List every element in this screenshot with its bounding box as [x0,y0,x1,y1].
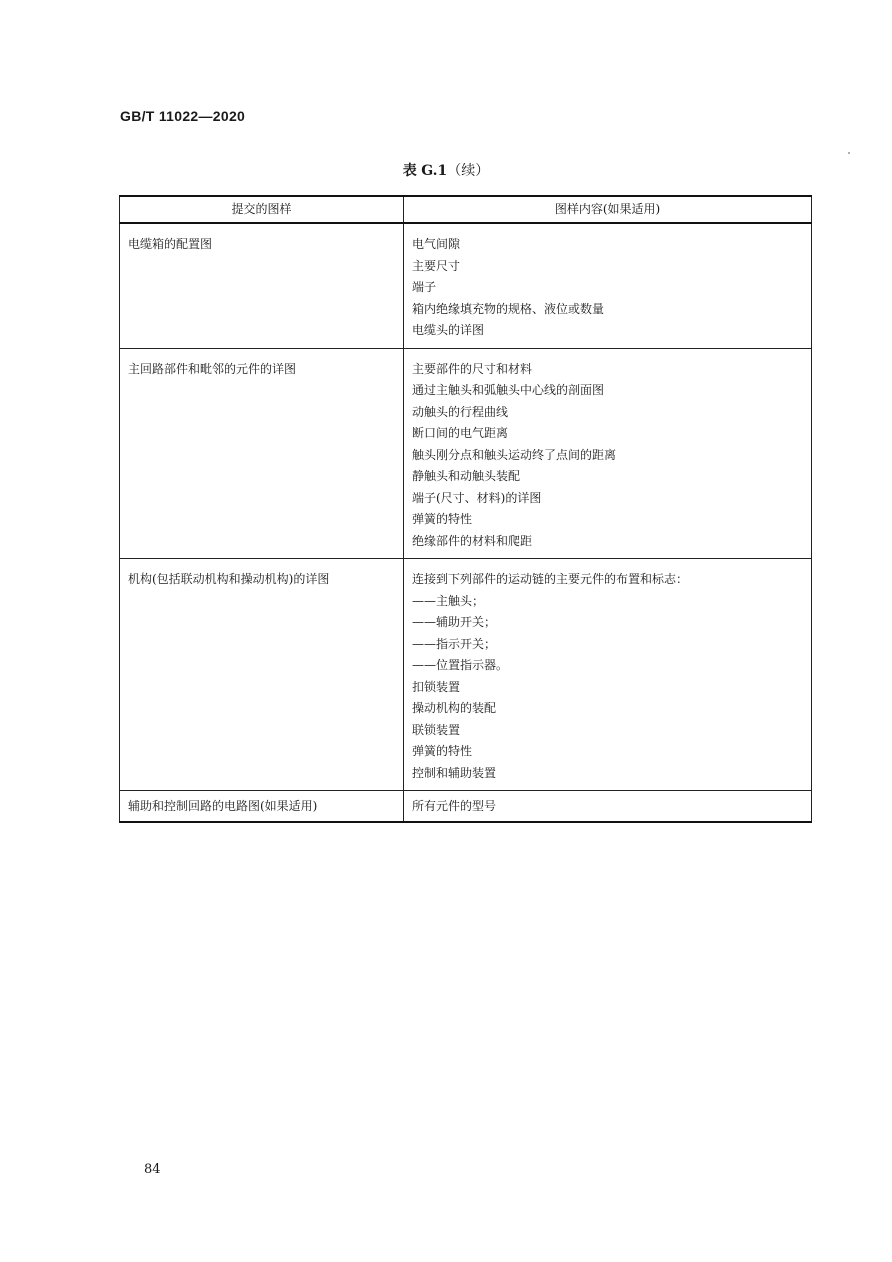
contents-cell [404,559,812,791]
content-item: ——辅助开关； [412,615,497,629]
standard-code: GB/T 11022—2020 [120,108,246,124]
content-item: 联锁装置 [412,722,461,737]
content-item: ——位置指示器。 [412,658,509,672]
column-header-contents: 图样内容(如果适用) [404,196,812,223]
table-row [120,559,812,791]
content-item: 端子 [412,280,437,294]
table-row [120,791,812,822]
drawing-name: 主回路部件和毗邻的元件的详图 [128,361,297,376]
contents-cell [404,348,812,559]
content-item: 操动机构的装配 [412,701,497,715]
drawing-name: 机构(包括联动机构和操动机构)的详图 [128,572,330,586]
content-item: 通过主触头和弧触头中心线的剖面图 [412,383,605,397]
drawing-cell [120,559,404,791]
contents-cell [404,223,812,348]
content-item: 断口间的电气距离 [412,426,509,440]
content-item: 端子(尺寸、材料)的详图 [412,490,542,505]
table-title-suffix: （续） [447,163,490,179]
table-row [120,223,812,348]
contents-cell [404,791,812,822]
content-item: ——主触头； [412,593,485,608]
drawing-name: 辅助和控制回路的电路图(如果适用) [128,799,318,813]
content-item: 动触头的行程曲线 [412,404,509,419]
page-number: 84 [144,1162,161,1177]
table-title-prefix: 表 [402,163,417,179]
drawing-cell [120,223,404,348]
content-item: 弹簧的特性 [412,744,473,758]
drawing-cell [120,348,404,559]
drawing-cell [120,791,404,822]
table-title-id: G.1 [421,163,448,179]
content-item: 主要部件的尺寸和材料 [412,361,533,376]
content-item: 静触头和动触头装配 [412,469,521,483]
content-item: 绝缘部件的材料和爬距 [412,533,533,548]
content-item: 电气间隙 [412,237,461,251]
content-item: 触头刚分点和触头运动终了点间的距离 [412,447,617,462]
content-item: 电缆头的详图 [412,323,485,337]
content-item: 弹簧的特性 [412,512,473,526]
content-item: 主要尺寸 [412,258,461,273]
drawings-table [119,195,812,823]
table-row [120,348,812,559]
content-item: 所有元件的型号 [412,799,497,813]
content-item: 连接到下列部件的运动链的主要元件的布置和标志： [412,572,689,586]
table-title [0,160,892,180]
scan-speck [848,152,850,154]
content-item: ——指示开关； [412,636,497,651]
column-header-drawing: 提交的图样 [120,196,404,223]
content-item: 箱内绝缘填充物的规格、液位或数量 [412,301,605,316]
content-item: 扣锁装置 [412,679,461,694]
drawing-name: 电缆箱的配置图 [128,237,213,251]
table-header-row [120,196,812,223]
content-item: 控制和辅助装置 [412,765,497,780]
